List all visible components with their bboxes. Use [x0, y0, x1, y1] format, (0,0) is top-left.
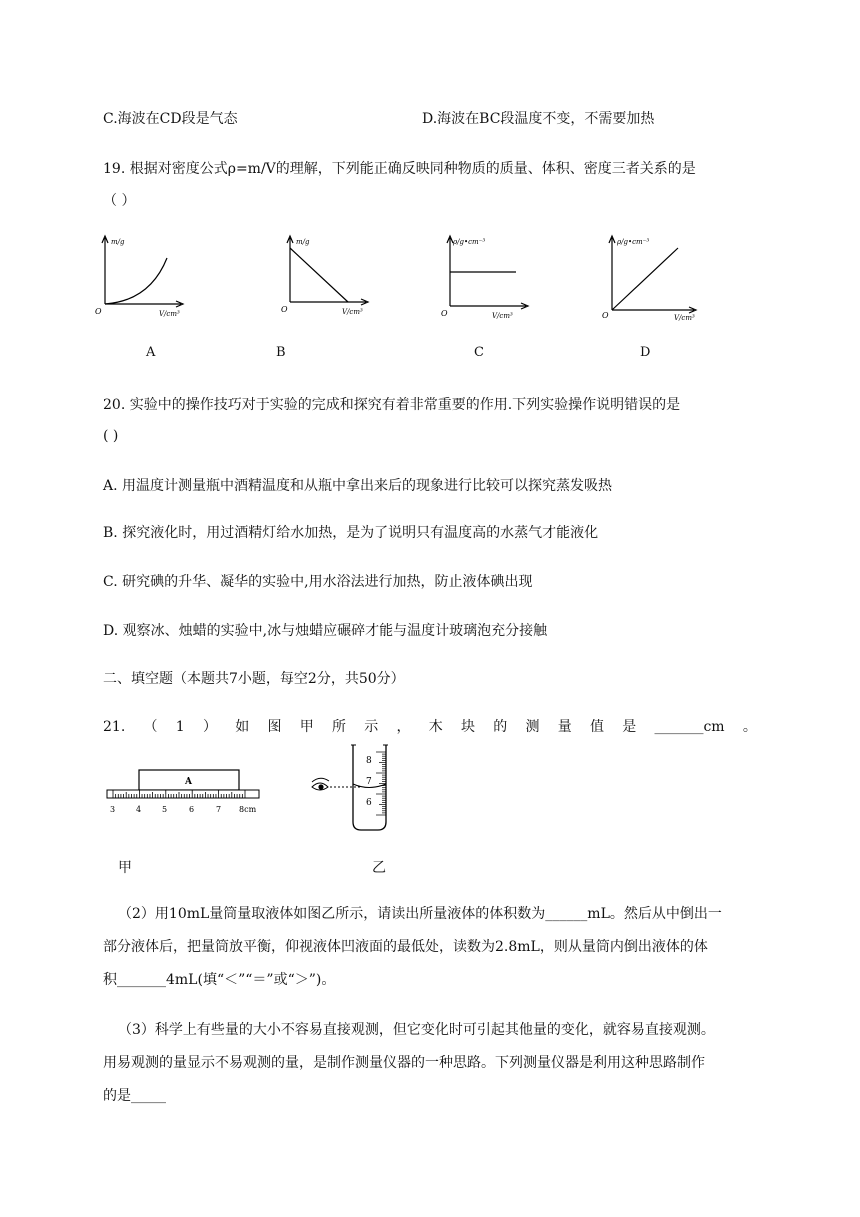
- q19-stem: 19. 根据对密度公式ρ=m/V的理解，下列能正确反映同种物质的质量、体积、密度三者关系的是: [103, 161, 696, 177]
- graph-b-origin: O: [281, 305, 288, 314]
- graph-b: [280, 232, 390, 322]
- ruler-tick-label-4: 4: [136, 805, 142, 814]
- graph-a-origin: O: [95, 307, 102, 316]
- graph-d-xlabel: V/cm³: [674, 314, 695, 322]
- graph-d-line: [612, 248, 678, 310]
- graph-b-x-axis: [290, 299, 368, 305]
- q18-option-c: C.海波在CD段是气态: [103, 111, 238, 127]
- graph-a-curve: [105, 258, 167, 304]
- graph-d-ylabel: ρ/g•cm⁻³: [617, 238, 650, 246]
- q18-option-d: D.海波在BC段温度不变，不需要加热: [422, 111, 655, 127]
- q21-part2-line2: 部分液体后，把量筒放平衡，仰视液体凹液面的最低处，读数为2.8mL，则从量筒内倒出液体的体: [103, 939, 708, 955]
- q19-paren: （ ）: [103, 193, 136, 209]
- q21-part3-line2: 用易观测的量显示不易观测的量，是制作测量仪器的一种思路。下列测量仪器是利用这种思路制作: [103, 1055, 705, 1071]
- cylinder-mark-8: 8: [366, 756, 372, 766]
- graph-d-origin: O: [602, 311, 609, 320]
- q20-option-c: C. 研究碘的升华、凝华的实验中,用水浴法进行加热，防止液体碘出现: [103, 574, 533, 590]
- graph-c: [440, 230, 550, 322]
- graph-a-ylabel: m/g: [111, 238, 125, 246]
- graph-c-xlabel: V/cm³: [492, 312, 513, 320]
- graph-d-y-axis: [609, 236, 615, 310]
- ruler-figure: [105, 768, 265, 820]
- graph-a: [95, 232, 205, 322]
- q20-paren: ( ): [103, 428, 119, 444]
- graph-b-xlabel: V/cm³: [342, 308, 363, 316]
- fig-jia-label: 甲: [118, 860, 132, 876]
- q21-part2-line1: （2）用10mL量筒量取液体如图乙所示，请读出所量液体的体积数为______mL。然后从中倒出一: [118, 906, 722, 922]
- ruler-tick-label-5: 5: [162, 805, 168, 814]
- q20-option-a: A. 用温度计测量瓶中酒精温度和从瓶中拿出来后的现象进行比较可以探究蒸发吸热: [103, 478, 613, 494]
- graph-b-ylabel: m/g: [296, 238, 310, 246]
- ruler-tick-label-8: 8cm: [239, 805, 257, 814]
- ruler-tick-label-7: 7: [216, 805, 222, 814]
- graph-c-y-axis: [447, 236, 453, 306]
- q20-stem: 20. 实验中的操作技巧对于实验的完成和探究有着非常重要的作用.下列实验操作说明错误的是: [103, 397, 681, 413]
- ruler-body: [107, 790, 259, 798]
- graph-c-letter: C: [474, 345, 484, 360]
- q21-part3-line3: 的是_____: [103, 1088, 166, 1104]
- graph-a-y-axis: [102, 236, 108, 304]
- graph-b-letter: B: [276, 345, 286, 360]
- graph-a-letter: A: [146, 345, 156, 360]
- q21-part3-line1: （3）科学上有些量的大小不容易直接观测，但它变化时可引起其他量的变化，就容易直接观测。: [118, 1022, 715, 1038]
- q20-option-b: B. 探究液化时，用过酒精灯给水加热，是为了说明只有温度高的水蒸气才能液化: [103, 525, 599, 541]
- cylinder-ticks: [376, 752, 386, 815]
- section-heading: 二、填空题（本题共7小题，每空2分，共50分）: [103, 671, 405, 687]
- fig-yi-label: 乙: [372, 860, 386, 876]
- cylinder-figure: [308, 742, 398, 834]
- cylinder-mark-7: 7: [366, 777, 372, 787]
- q20-option-d: D. 观察冰、烛蜡的实验中,冰与烛蜡应碾碎才能与温度计玻璃泡充分接触: [103, 623, 548, 639]
- graph-d-letter: D: [640, 345, 651, 360]
- graph-c-x-axis: [450, 303, 528, 309]
- ruler-tick-label-3: 3: [110, 805, 116, 814]
- graph-d: [600, 230, 715, 324]
- graph-c-origin: O: [441, 309, 448, 318]
- wood-block-label: A: [185, 777, 192, 787]
- graph-b-y-axis: [287, 236, 293, 302]
- graph-d-x-axis: [612, 307, 696, 313]
- graph-b-line: [290, 248, 348, 302]
- graph-a-xlabel: V/cm³: [159, 310, 180, 318]
- cylinder-mark-6: 6: [366, 798, 372, 808]
- q21-part1: 21. （ 1 ） 如 图 甲 所 示 ， 木 块 的 测 量 值 是 _______cm 。: [103, 719, 757, 735]
- graph-c-ylabel: ρ/g•cm⁻³: [453, 238, 486, 246]
- eye-icon: [312, 778, 329, 790]
- ruler-tick-label-6: 6: [189, 805, 195, 814]
- q21-part2-line3: 积_______4mL(填“＜”“＝”或“＞”)。: [103, 972, 336, 988]
